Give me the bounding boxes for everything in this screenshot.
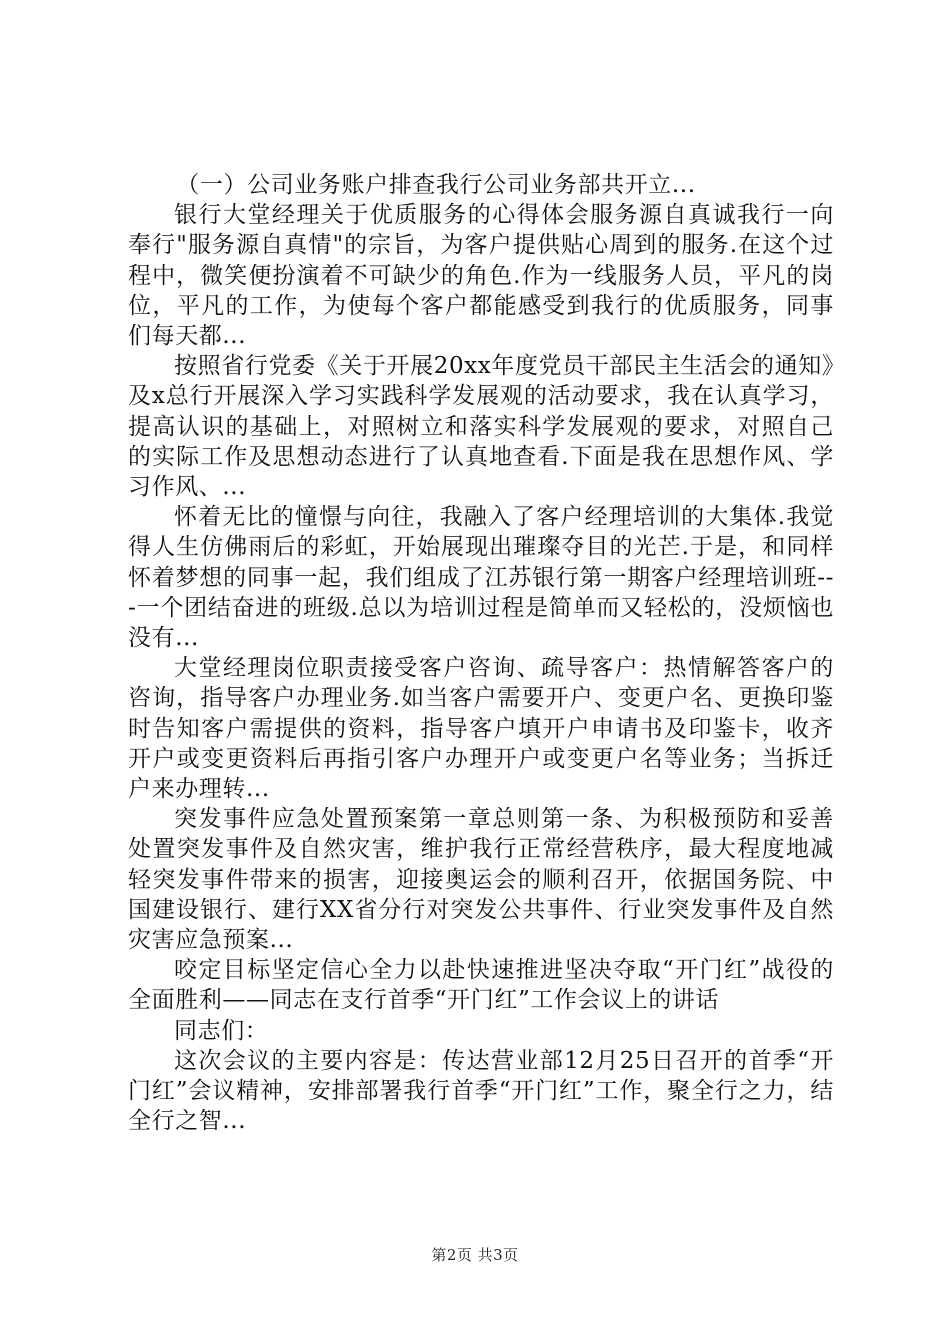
paragraph-manager-training: 怀着无比的憧憬与向往，我融入了客户经理培训的大集体.我觉得人生仿佛雨后的彩虹，开始展现出璀璨夺目的光芒.于是，和同样怀着梦想的同事一起，我们组成了江苏银行第一期客户经理培训班---一个团结奋进的班级.总以为培训过程是简单而又轻松的，没烦恼也没有...: [128, 504, 834, 652]
page-footer: 第2页 共3页: [431, 1246, 519, 1264]
paragraph-quality-service: 银行大堂经理关于优质服务的心得体会服务源自真诚我行一向奉行"服务源自真情"的宗旨，为客户提供贴心周到的服务.在这个过程中，微笑便扮演着不可缺少的角色.作为一线服务人员，平凡的岗位，平凡的工作，为使每个客户都能感受到我行的优质服务，同事们每天都...: [128, 202, 834, 350]
paragraph-emergency-plan: 突发事件应急处置预案第一章总则第一条、为积极预防和妥善处置突发事件及自然灾害，维护我行正常经营秩序，最大程度地减轻突发事件带来的损害，迎接奥运会的顺利召开，依据国务院、中国建设银行、建行XX省分行对突发公共事件、行业突发事件及自然灾害应急预案...: [128, 806, 834, 954]
paragraph-speech-title: 咬定目标坚定信心全力以赴快速推进坚决夺取“开门红”战役的全面胜利——同志在支行首季“开门红”工作会议上的讲话: [128, 957, 834, 1014]
document-body: [128, 170, 834, 1137]
paragraph-account-check: （一）公司业务账户排查我行公司业务部共开立...: [176, 172, 696, 198]
paragraph-meeting-content: 这次会议的主要内容是：传达营业部12月25日召开的首季“开门红”会议精神，安排部署我行首季“开门红”工作，聚全行之力，结全行之智...: [128, 1047, 834, 1135]
paragraph-lobby-manager-duties: 大堂经理岗位职责接受客户咨询、疏导客户：热情解答客户的咨询，指导客户办理业务.如当客户需要开户、变更户名、更换印鉴时告知客户需提供的资料，指导客户填开户申请书及印鉴卡，收齐开户或变更资料后再指引客户办理开户或变更户名等业务；当拆迁户来办理转...: [128, 655, 834, 803]
paragraph-greeting: 同志们：: [174, 1017, 269, 1044]
paragraph-party-meeting: 按照省行党委《关于开展20xx年度党员干部民主生活会的通知》及x总行开展深入学习实践科学发展观的活动要求，我在认真学习，提高认识的基础上，对照树立和落实科学发展观的要求，对照自己的实际工作及思想动态进行了认真地查看.下面是我在思想作风、学习作风、...: [128, 353, 834, 501]
